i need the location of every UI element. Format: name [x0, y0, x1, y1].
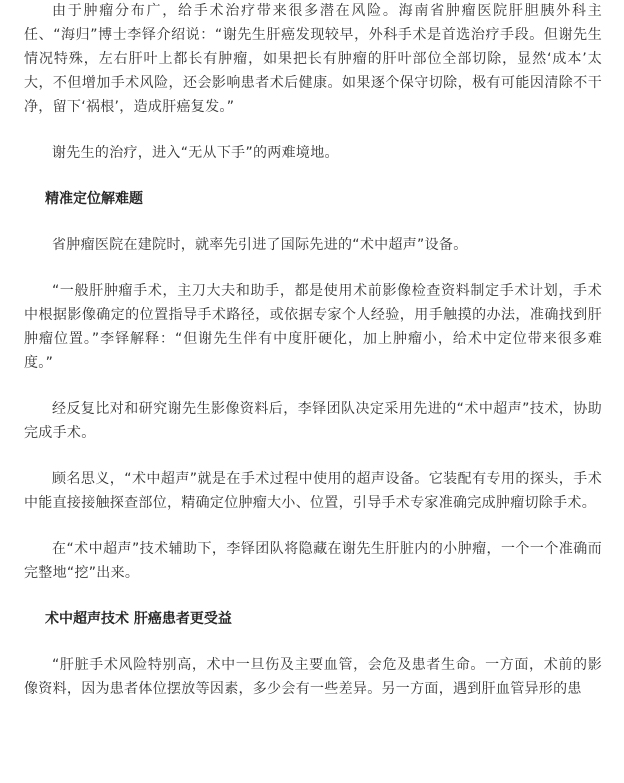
article-paragraph: “肝脏手术风险特别高，术中一旦伤及主要血管，会危及患者生命。一方面，术前的影像资料，因为患者体位摆放等因素，多少会有一些差异。另一方面，遇到肝血管异形的患 [24, 657, 602, 697]
article-paragraph: 顾名思义，“术中超声”就是在手术过程中使用的超声设备。它装配有专用的探头，手术中能直接接触探查部位，精确定位肿瘤大小、位置，引导手术专家准确完成肿瘤切除手术。 [24, 471, 602, 511]
article-paragraph: 在“术中超声”技术辅助下，李铎团队将隐藏在谢先生肝脏内的小肿瘤，一个一个准确而完整地“挖”出来。 [24, 541, 602, 581]
article-paragraph: 经反复比对和研究谢先生影像资料后，李铎团队决定采用先进的“术中超声”技术，协助完成手术。 [24, 401, 602, 441]
section-heading: 精准定位解难题 [45, 191, 143, 207]
article-paragraph: 谢先生的治疗，进入“无从下手”的两难境地。 [52, 145, 339, 161]
section-heading: 术中超声技术 肝癌患者更受益 [45, 611, 232, 627]
article-paragraph: 省肿瘤医院在建院时，就率先引进了国际先进的“术中超声”设备。 [52, 237, 468, 253]
article-paragraph: “一般肝肿瘤手术，主刀大夫和助手，都是使用术前影像检查资料制定手术计划，手术中根据影像确定的位置指导手术路径，或依据专家个人经验，用手触摸的办法，准确找到肝肿瘤位置。”李铎解释：“但谢先生伴有中度肝硬化，加上肿瘤小，给术中定位带来很多难度。” [24, 283, 602, 371]
article-paragraph: 由于肿瘤分布广，给手术治疗带来很多潜在风险。海南省肿瘤医院肝胆胰外科主任、“海归”博士李铎介绍说：“谢先生肝癌发现较早，外科手术是首选治疗手段。但谢先生情况特殊，左右肝叶上都长有肿瘤，如果把长有肿瘤的肝叶部位全部切除，显然‘成本’太大，不但增加手术风险，还会影响患者术后健康。如果逐个保守切除，极有可能因清除不干净，留下‘祸根’，造成肝癌复发。” [24, 3, 602, 115]
